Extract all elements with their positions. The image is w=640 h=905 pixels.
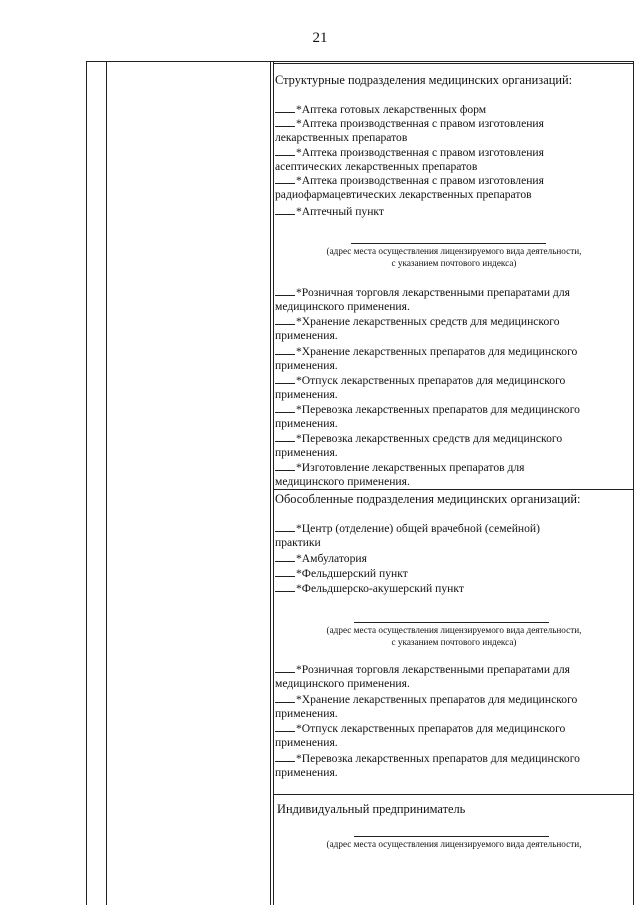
column-divider [273,61,274,905]
checkbox-blank[interactable] [275,432,295,442]
checkbox-blank[interactable] [275,174,295,184]
column-divider [270,61,271,905]
checkbox-blank[interactable] [275,117,295,127]
activity-item: *Перевозка лекарственных препаратов для медицинского [275,752,580,766]
option-item: *Фельдшерский пункт [275,567,408,581]
activity-item: *Отпуск лекарственных препаратов для медицинского [275,722,565,736]
section-title: Обособленные подразделения медицинских организаций: [275,492,581,506]
checkbox-blank[interactable] [275,722,295,732]
activity-item: *Розничная торговля лекарственными препаратами для [275,663,570,677]
activity-item-continuation: применения. [275,417,338,430]
address-input-line[interactable] [354,836,549,837]
checkbox-blank[interactable] [275,205,295,215]
row-divider [273,489,633,490]
activity-item-continuation: применения. [275,329,338,342]
address-caption: (адрес места осуществления лицензируемого вида деятельности, [326,839,582,849]
license-form-table [86,61,634,905]
section-title: Индивидуальный предприниматель [277,802,466,816]
address-caption: (адрес места осуществления лицензируемого вида деятельности, [326,625,582,635]
activity-item: *Хранение лекарственных средств для медицинского [275,315,560,329]
checkbox-blank[interactable] [275,374,295,384]
option-item: *Центр (отделение) общей врачебной (семейной) [275,522,540,536]
option-item: *Аптека производственная с правом изготовления [275,174,544,188]
option-item-continuation: радиофармацевтических лекарственных препаратов [275,188,532,201]
checkbox-blank[interactable] [275,146,295,156]
option-item: *Аптека производственная с правом изготовления [275,146,544,160]
table-left-border [86,61,87,905]
activity-item-continuation: медицинского применения. [275,677,410,690]
checkbox-blank[interactable] [275,693,295,703]
activity-item: *Хранение лекарственных препаратов для медицинского [275,345,577,359]
option-item: *Амбулатория [275,552,367,566]
checkbox-blank[interactable] [275,403,295,413]
checkbox-blank[interactable] [275,315,295,325]
activity-item: *Розничная торговля лекарственными препаратами для [275,286,570,300]
address-caption: с указанием почтового индекса) [391,258,517,268]
option-item: *Аптечный пункт [275,205,384,219]
option-item-continuation: лекарственных препаратов [275,131,408,144]
checkbox-blank[interactable] [275,286,295,296]
activity-item: *Хранение лекарственных препаратов для медицинского [275,693,577,707]
activity-item-continuation: применения. [275,446,338,459]
activity-item-continuation: медицинского применения. [275,300,410,313]
activity-item: *Отпуск лекарственных препаратов для медицинского [275,374,565,388]
activity-item-continuation: применения. [275,736,338,749]
page-number: 21 [312,30,328,46]
table-right-border [633,61,634,905]
activity-item: *Изготовление лекарственных препаратов для [275,461,525,475]
option-item: *Фельдшерско-акушерский пункт [275,582,464,596]
activity-item-continuation: применения. [275,359,338,372]
activity-item-continuation: применения. [275,388,338,401]
column-divider [106,61,107,905]
row-divider [273,794,633,795]
section-title: Структурные подразделения медицинских организаций: [275,73,573,87]
checkbox-blank[interactable] [275,461,295,471]
option-item-continuation: практики [275,536,321,549]
checkbox-blank[interactable] [275,752,295,762]
option-item: *Аптека готовых лекарственных форм [275,103,486,117]
row-divider [273,63,633,64]
activity-item: *Перевозка лекарственных средств для медицинского [275,432,562,446]
activity-item-continuation: применения. [275,766,338,779]
activity-item-continuation: медицинского применения. [275,475,410,488]
checkbox-blank[interactable] [275,663,295,673]
activity-item: *Перевозка лекарственных препаратов для медицинского [275,403,580,417]
table-top-border [86,61,634,62]
address-caption: (адрес места осуществления лицензируемого вида деятельности, [326,246,582,256]
option-item-continuation: асептических лекарственных препаратов [275,160,478,173]
checkbox-blank[interactable] [275,103,295,113]
checkbox-blank[interactable] [275,345,295,355]
activity-item-continuation: применения. [275,707,338,720]
checkbox-blank[interactable] [275,567,295,577]
address-input-line[interactable] [354,622,549,623]
address-input-line[interactable] [351,243,546,244]
checkbox-blank[interactable] [275,522,295,532]
address-caption: с указанием почтового индекса) [391,637,517,647]
checkbox-blank[interactable] [275,552,295,562]
checkbox-blank[interactable] [275,582,295,592]
option-item: *Аптека производственная с правом изготовления [275,117,544,131]
